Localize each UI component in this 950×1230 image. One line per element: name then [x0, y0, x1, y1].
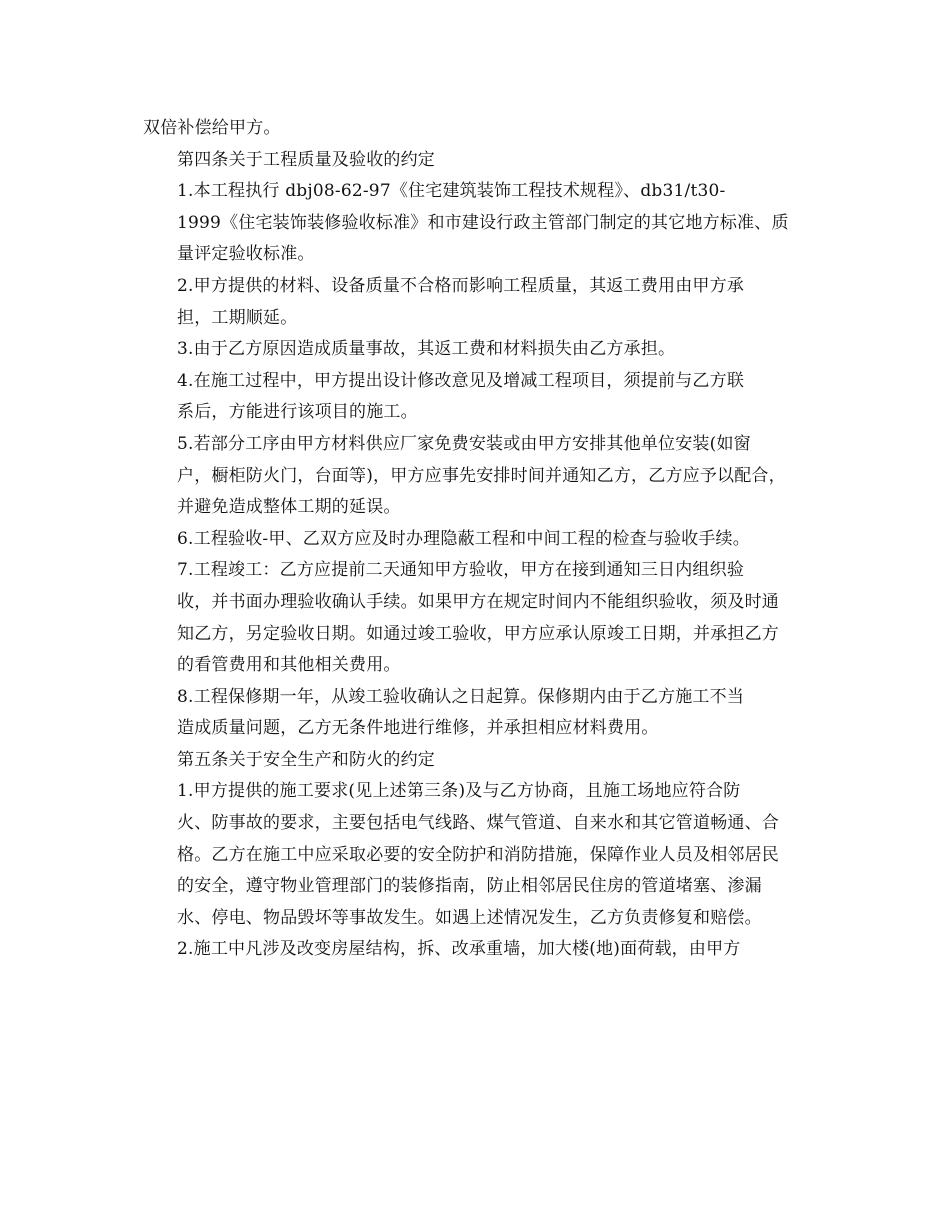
paragraph — [143, 934, 803, 966]
paragraph — [143, 682, 803, 745]
text-line: 6.工程验收-甲、乙双方应及时办理隐蔽工程和中间工程的检查与验收手续。 — [177, 528, 750, 549]
text-line: 收，并书面办理验收确认手续。如果甲方在规定时间内不能组织验收，须及时通 — [177, 591, 779, 612]
text-line: 担，工期顺延。 — [177, 307, 298, 328]
text-line: 火、防事故的要求，主要包括电气线路、煤气管道、自来水和其它管道畅通、合 — [177, 813, 779, 834]
paragraph — [143, 334, 803, 366]
text-line: 格。乙方在施工中应采取必要的安全防护和消防措施，保障作业人员及相邻居民 — [177, 844, 779, 865]
paragraph — [143, 429, 803, 524]
paragraph — [143, 145, 803, 177]
text-line: 量评定验收标准。 — [177, 244, 315, 265]
text-line: 并避免造成整体工期的延误。 — [177, 497, 401, 518]
text-line: 2.施工中凡涉及改变房屋结构，拆、改承重墙，加大楼(地)面荷载，由甲方 — [177, 939, 741, 960]
text-line: 1.甲方提供的施工要求(见上述第三条)及与乙方协商，且施工场地应符合防 — [177, 781, 741, 802]
paragraph — [143, 745, 803, 777]
document-body — [143, 113, 803, 966]
text-line: 系后，方能进行该项目的施工。 — [177, 402, 418, 423]
text-line: 3.由于乙方原因造成质量事故，其返工费和材料损失由乙方承担。 — [177, 339, 676, 360]
text-line: 第五条关于安全生产和防火的约定 — [177, 749, 435, 770]
text-line: 8.工程保修期一年，从竣工验收确认之日起算。保修期内由于乙方施工不当 — [177, 686, 745, 707]
paragraph — [143, 776, 803, 934]
text-line: 水、停电、物品毁坏等事故发生。如遇上述情况发生，乙方负责修复和赔偿。 — [177, 907, 762, 928]
paragraph — [143, 555, 803, 681]
paragraph — [143, 113, 803, 145]
text-line: 造成质量问题，乙方无条件地进行维修，并承担相应材料费用。 — [177, 718, 659, 739]
text-line: 1999《住宅装饰装修验收标准》和市建设行政主管部门制定的其它地方标准、质 — [177, 212, 789, 233]
text-line: 4.在施工过程中，甲方提出设计修改意见及增减工程项目，须提前与乙方联 — [177, 370, 745, 391]
text-line: 7.工程竣工：乙方应提前二天通知甲方验收，甲方在接到通知三日内组织验 — [177, 560, 745, 581]
text-line: 第四条关于工程质量及验收的约定 — [177, 149, 435, 170]
text-line: 1.本工程执行 dbj08-62-97《住宅建筑装饰工程技术规程》、db31/t30- — [177, 181, 726, 202]
text-line: 双倍补偿给甲方。 — [143, 118, 281, 138]
paragraph — [143, 524, 803, 556]
text-line: 的安全，遵守物业管理部门的装修指南，防止相邻居民住房的管道堵塞、渗漏 — [177, 876, 762, 897]
text-line: 的看管费用和其他相关费用。 — [177, 655, 401, 676]
text-line: 户，橱柜防火门，台面等)，甲方应事先安排时间并通知乙方，乙方应予以配合， — [177, 465, 786, 486]
paragraph — [143, 271, 803, 334]
text-line: 2.甲方提供的材料、设备质量不合格而影响工程质量，其返工费用由甲方承 — [177, 275, 745, 296]
text-line: 知乙方，另定验收日期。如通过竣工验收，甲方应承认原竣工日期，并承担乙方 — [177, 623, 779, 644]
paragraph — [143, 176, 803, 271]
text-line: 5.若部分工序由甲方材料供应厂家免费安装或由甲方安排其他单位安装(如窗 — [177, 433, 751, 454]
paragraph — [143, 366, 803, 429]
